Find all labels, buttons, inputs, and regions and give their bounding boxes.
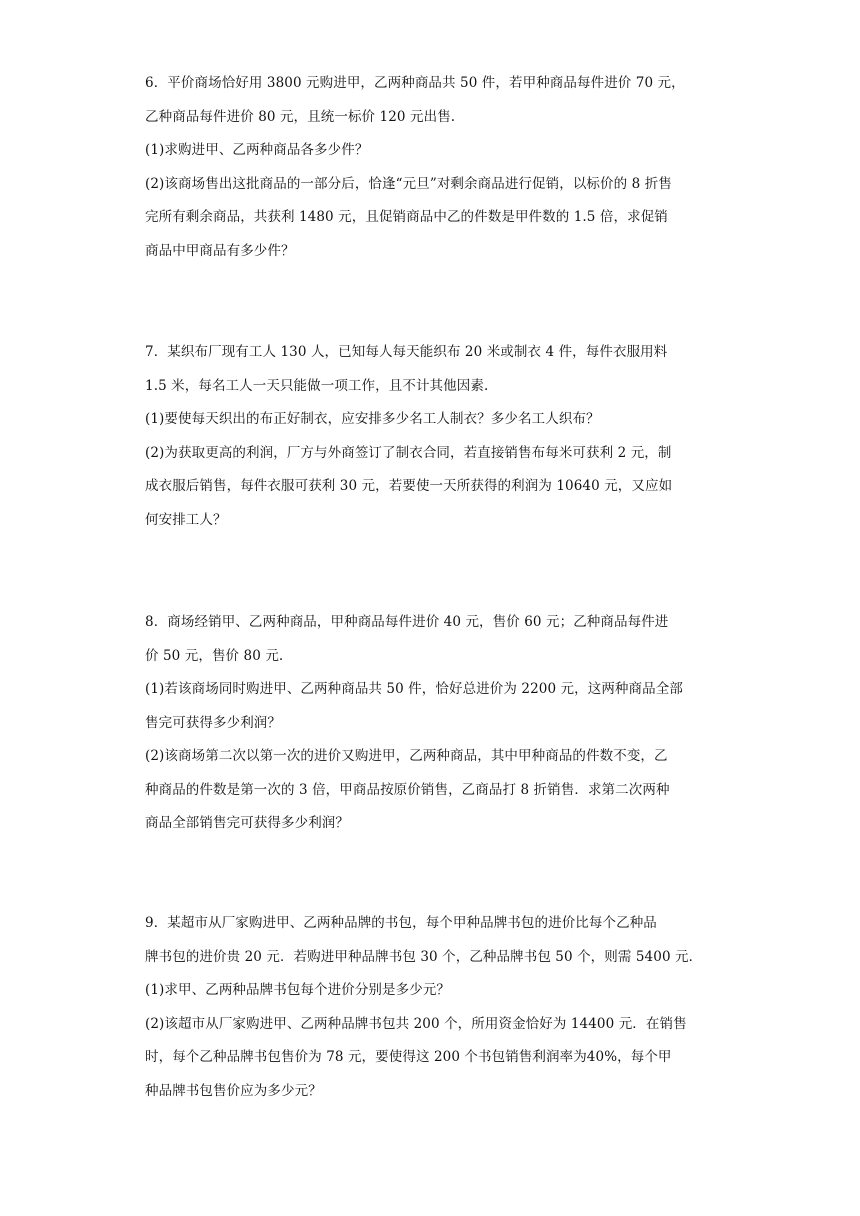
problem-8-question-1-line-1: (1)若该商场同时购进甲、乙两种商品共 50 件，恰好总进价为 2200 元，这两种商品全部 [145, 681, 683, 697]
problem-6-question-2-line-2: 完所有剩余商品，共获利 1480 元，且促销商品中乙的件数是甲件数的 1.5 倍，求促销 [145, 209, 668, 225]
problem-9-question-2-line-3: 种品牌书包售价应为多少元？ [145, 1082, 322, 1099]
problem-7-question-1: (1)要使每天织出的布正好制衣，应安排多少名工人制衣？多少名工人织布？ [145, 411, 600, 427]
problem-7-line-2: 1.5 米，每名工人一天只能做一项工作，且不计其他因素. [145, 377, 489, 394]
problem-9-question-2-line-1: (2)该超市从厂家购进甲、乙两种品牌书包共 200 个，所用资金恰好为 14400 元．在销售 [145, 1015, 687, 1032]
problem-7-line-1: 7．某织布厂现有工人 130 人，已知每人每天能织布 20 米或制衣 4 件，每件衣服用料 [145, 344, 668, 360]
problem-8-line-1: 8．商场经销甲、乙两种商品，甲种商品每件进价 40 元，售价 60 元；乙种商品每件进 [145, 614, 669, 630]
problem-8-question-2-line-3: 商品全部销售完可获得多少利润？ [145, 815, 349, 831]
problem-6-line-2: 乙种商品每件进价 80 元，且统一标价 120 元出售. [145, 108, 456, 125]
problem-7-question-2-line-3: 何安排工人？ [145, 511, 227, 528]
problem-6-question-2-line-1: (2)该商场售出这批商品的一部分后，恰逢“元旦”对剩余商品进行促销，以标价的 8 折售 [145, 175, 672, 192]
problem-6 [145, 67, 725, 268]
problem-8-question-2-line-1: (2)该商场第二次以第一次的进价又购进甲，乙两种商品，其中甲种商品的件数不变，乙 [145, 748, 668, 764]
problem-8 [145, 606, 725, 841]
problem-7 [145, 336, 725, 537]
problem-7-question-2-line-2: 成衣服后销售，每件衣服可获利 30 元，若要使一天所获得的利润为 10640 元，又应如 [145, 478, 673, 494]
problem-9-question-2-line-2: 时，每个乙种品牌书包售价为 78 元，要使得这 200 个书包销售利润率为40%，每个甲 [145, 1049, 672, 1065]
problem-8-question-2-line-2: 种商品的件数是第一次的 3 倍，甲商品按原价销售，乙商品打 8 折销售．求第二次两种 [145, 781, 670, 798]
problem-6-question-1: (1)求购进甲、乙两种商品各多少件？ [145, 142, 369, 158]
problem-9-line-1: 9．某超市从厂家购进甲、乙两种品牌的书包，每个甲种品牌书包的进价比每个乙种品 [145, 915, 657, 931]
problem-7-question-2-line-1: (2)为获取更高的利润，厂方与外商签订了制衣合同，若直接销售布每米可获利 2 元，制 [145, 444, 672, 461]
problem-8-line-2: 价 50 元，售价 80 元. [145, 647, 284, 664]
problem-9-question-1: (1)求甲、乙两种品牌书包每个进价分别是多少元？ [145, 982, 451, 998]
problem-8-question-1-line-2: 售完可获得多少利润？ [145, 714, 281, 731]
problem-9-line-2: 牌书包的进价贵 20 元．若购进甲种品牌书包 30 个，乙种品牌书包 50 个，则需 5400 元． [145, 948, 703, 965]
problem-9 [145, 907, 725, 1108]
problem-6-question-2-line-3: 商品中甲商品有多少件？ [145, 242, 295, 259]
problem-6-line-1: 6．平价商场恰好用 3800 元购进甲，乙两种商品共 50 件，若甲种商品每件进价 70 元， [145, 75, 685, 91]
